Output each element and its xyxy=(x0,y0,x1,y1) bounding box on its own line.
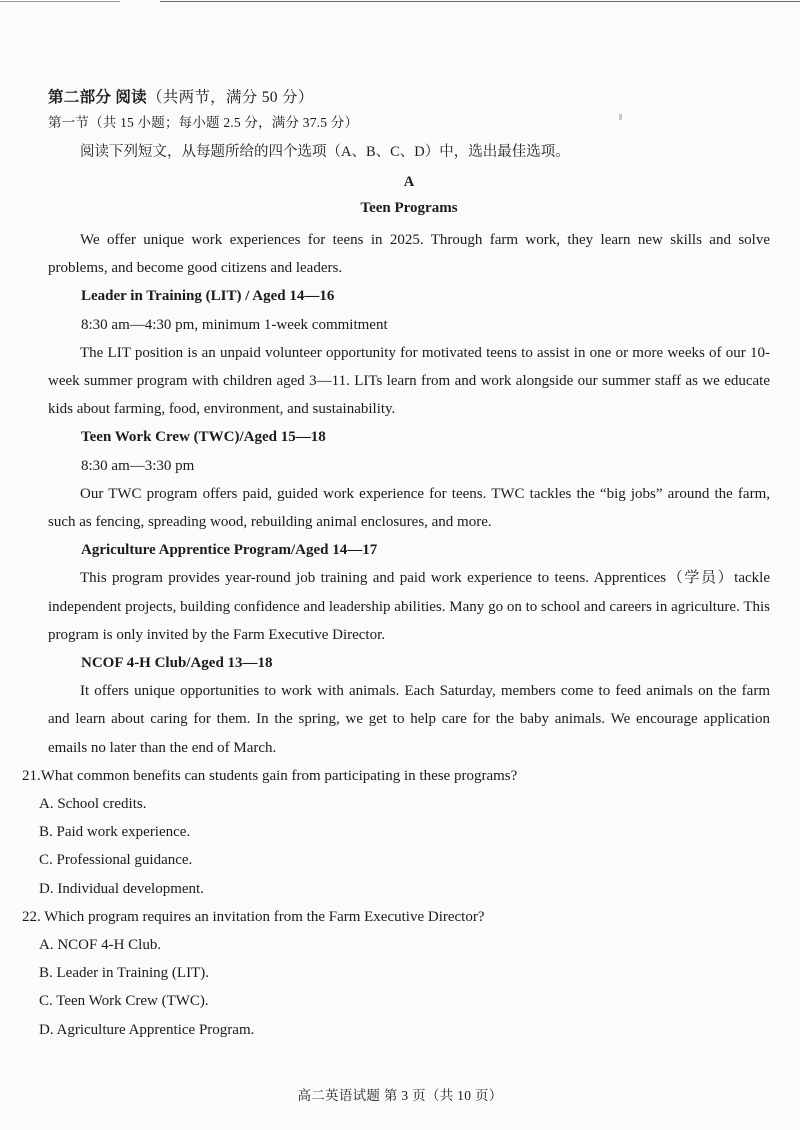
program-heading-apprentice: Agriculture Apprentice Program/Aged 14—17 xyxy=(81,542,378,559)
program-heading-4h-club: NCOF 4-H Club/Aged 13—18 xyxy=(81,655,273,672)
section-heading-note: （共两节，满分 50 分） xyxy=(146,89,314,106)
program-text-twc: Our TWC program offers paid, guided work experience for teens. TWC tackles the “big jobs” around the farm, such as fencing, spreading wood, rebuilding animal enclosures, and more. xyxy=(48,485,770,531)
question-21-option-b: B. Paid work experience. xyxy=(39,824,191,841)
reading-instructions: 阅读下列短文，从每题所给的四个选项（A、B、C、D）中，选出最佳选项。 xyxy=(80,144,570,160)
question-22-option-a: A. NCOF 4-H Club. xyxy=(39,937,162,954)
program-heading-twc: Teen Work Crew (TWC)/Aged 15—18 xyxy=(81,429,326,446)
top-edge-line-left xyxy=(0,1,120,2)
section-heading-title: 第二部分 阅读 xyxy=(48,89,147,106)
program-time-twc: 8:30 am—3:30 pm xyxy=(81,457,195,474)
exam-page xyxy=(22,86,770,1044)
question-22-options xyxy=(39,931,770,1044)
subsection-heading: 第一节（共 15 小题；每小题 2.5 分，满分 37.5 分） xyxy=(48,115,359,130)
page-footer: 高二英语试题 第 3 页（共 10 页） xyxy=(297,1088,503,1103)
program-time-lit: 8:30 am—4:30 pm, minimum 1-week commitment xyxy=(81,316,388,333)
question-21-option-d: D. Individual development. xyxy=(39,880,204,897)
question-22-option-d: D. Agriculture Apprentice Program. xyxy=(39,1021,255,1038)
program-heading-lit: Leader in Training (LIT) / Aged 14—16 xyxy=(81,288,335,305)
passage-intro: We offer unique work experiences for teens in 2025. Through farm work, they learn new skills and solve problems, and become good citizens and leaders. xyxy=(48,232,770,277)
program-text-lit: The LIT position is an unpaid volunteer opportunity for motivated teens to assist in one or more weeks of our 10-week summer program with children aged 3—11. LITs learn from and work alongside our summer staff as we educate kids about farming, food, environment, and sustainability. xyxy=(48,344,770,418)
question-22-option-b: B. Leader in Training (LIT). xyxy=(39,965,209,982)
question-21-option-c: C. Professional guidance. xyxy=(39,852,193,869)
top-edge-line xyxy=(160,1,800,2)
program-text-apprentice: This program provides year-round job training and paid work experience to teens. Apprentices（学员）tackle independent projects, building confidence and leadership abilities. Many go on to school and careers in agriculture. This program is only invited by the Farm Executive Director. xyxy=(48,570,770,643)
question-21-options xyxy=(39,790,770,903)
question-21-stem: 21.What common benefits can students gain from participating in these programs? xyxy=(22,767,518,784)
section-heading xyxy=(48,86,770,112)
question-22-stem: 22. Which program requires an invitation from the Farm Executive Director? xyxy=(22,908,485,925)
passage-label: A xyxy=(403,174,415,190)
question-21-option-a: A. School credits. xyxy=(39,796,147,813)
program-text-4h-club: It offers unique opportunities to work with animals. Each Saturday, members come to feed animals on the farm and learn about caring for them. In the spring, we get to help care for the baby animals. We encourage application emails no later than the end of March. xyxy=(48,683,770,756)
passage-title: Teen Programs xyxy=(360,200,458,216)
question-22-option-c: C. Teen Work Crew (TWC). xyxy=(39,993,209,1010)
